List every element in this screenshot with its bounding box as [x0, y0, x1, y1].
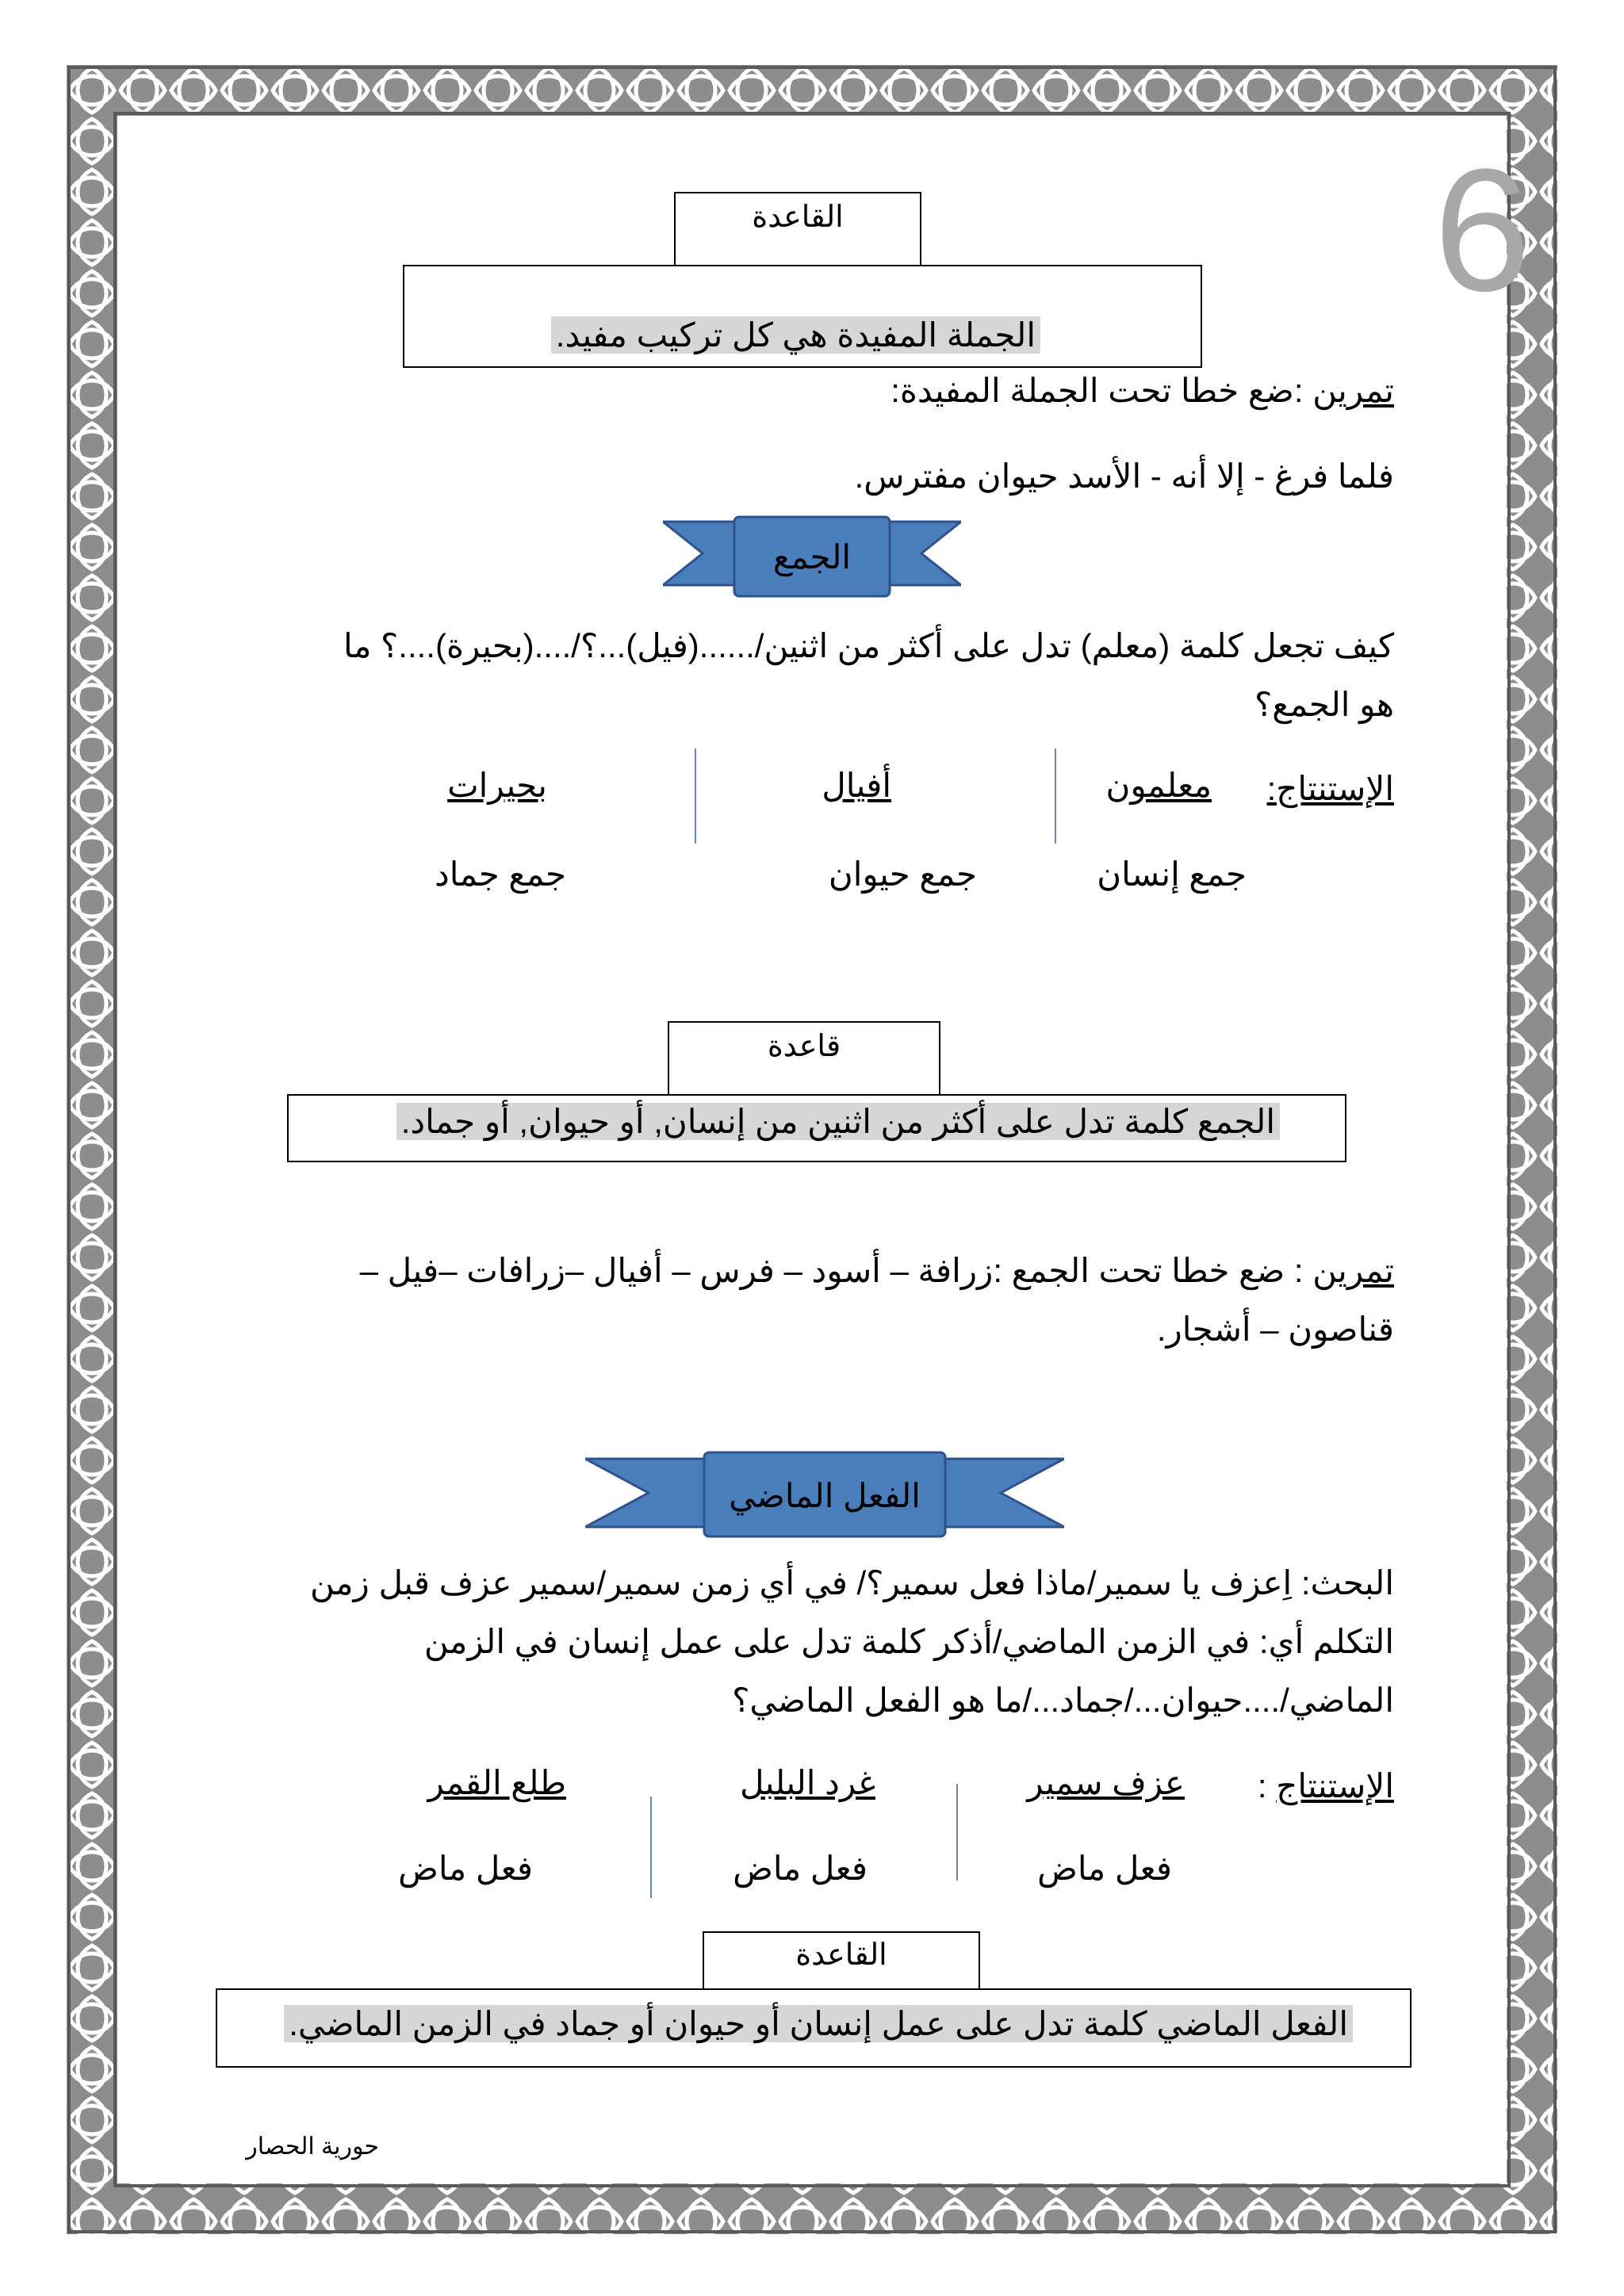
exercise-1-items: فلما فرغ - إلا أنه - الأسد حيوان مفترس. [854, 457, 1394, 495]
rule-text-1: الجملة المفيدة هي كل تركيب مفيد. [551, 314, 1040, 358]
plural-word-1: معلمون [1105, 767, 1212, 804]
column-divider [956, 1784, 958, 1881]
past-verb-line2: التكلم أي: في الزمن الماضي/أذكر كلمة تدل على عمل إنسان في الزمن [423, 1623, 1394, 1660]
ribbon-label-1: الجمع [772, 538, 852, 576]
past-word-3: طلع القمر [427, 1764, 566, 1801]
plural-type-3: جمع جماد [434, 855, 566, 893]
plural-question-line2: هو الجمع؟ [1254, 686, 1394, 723]
ribbon-label-2: الفعل الماضي [729, 1477, 921, 1514]
past-verb-line1: البحث: اِعزف يا سمير/ماذا فعل سمير؟/ في أي زمن سمير/سمير عزف قبل زمن [310, 1564, 1394, 1601]
column-divider [695, 748, 696, 844]
exercise-2-line2: قناصون – أشجار. [1156, 1311, 1394, 1348]
rule-caption-1: القاعدة [674, 192, 921, 266]
past-verb-line3: الماضي/....حيوان.../جماد.../ما هو الفعل الماضي؟ [732, 1682, 1394, 1719]
past-conclusion-label: الإستنتاج : [1257, 1767, 1394, 1804]
column-divider [650, 1797, 652, 1898]
footer-author: حورية الحصار [246, 2133, 379, 2160]
plural-conclusion-label: الإستنتاج: [1266, 770, 1394, 807]
plural-question-line1: كيف تجعل كلمة (معلم) تدل على أكثر من اثنين/......(فيل)...؟/....(بحيرة)....؟ ما [343, 627, 1394, 664]
exercise-1: تمرين :ضع خطا تحت الجملة المفيدة: [891, 372, 1394, 409]
rule-caption-3: القاعدة [703, 1931, 980, 1990]
page-number: 6 [1434, 132, 1531, 327]
past-type-2: فعل ماض [733, 1850, 868, 1887]
exercise-2-line1: تمرين : ضع خطا تحت الجمع :زرافة – أسود – فرس – أفيال –زرافات –فيل – [359, 1252, 1394, 1289]
past-type-1: فعل ماض [1037, 1850, 1172, 1887]
column-divider [1055, 748, 1056, 844]
past-word-1: عزف سمير [1027, 1764, 1185, 1801]
plural-word-3: بحيرات [447, 767, 547, 804]
plural-word-2: أفيال [822, 767, 891, 804]
rule-text-2: الجمع كلمة تدل على أكثر من اثنين من إنسان, أو حيوان, أو جماد. [396, 1100, 1280, 1144]
rule-text-3: الفعل الماضي كلمة تدل على عمل إنسان أو حيوان أو جماد في الزمن الماضي. [284, 2003, 1353, 2046]
plural-type-1: جمع إنسان [1097, 855, 1247, 893]
past-word-2: غرد البلبل [739, 1764, 875, 1801]
plural-type-2: جمع حيوان [828, 855, 977, 893]
rule-caption-2: قاعدة [668, 1021, 940, 1096]
past-type-3: فعل ماض [398, 1850, 533, 1887]
